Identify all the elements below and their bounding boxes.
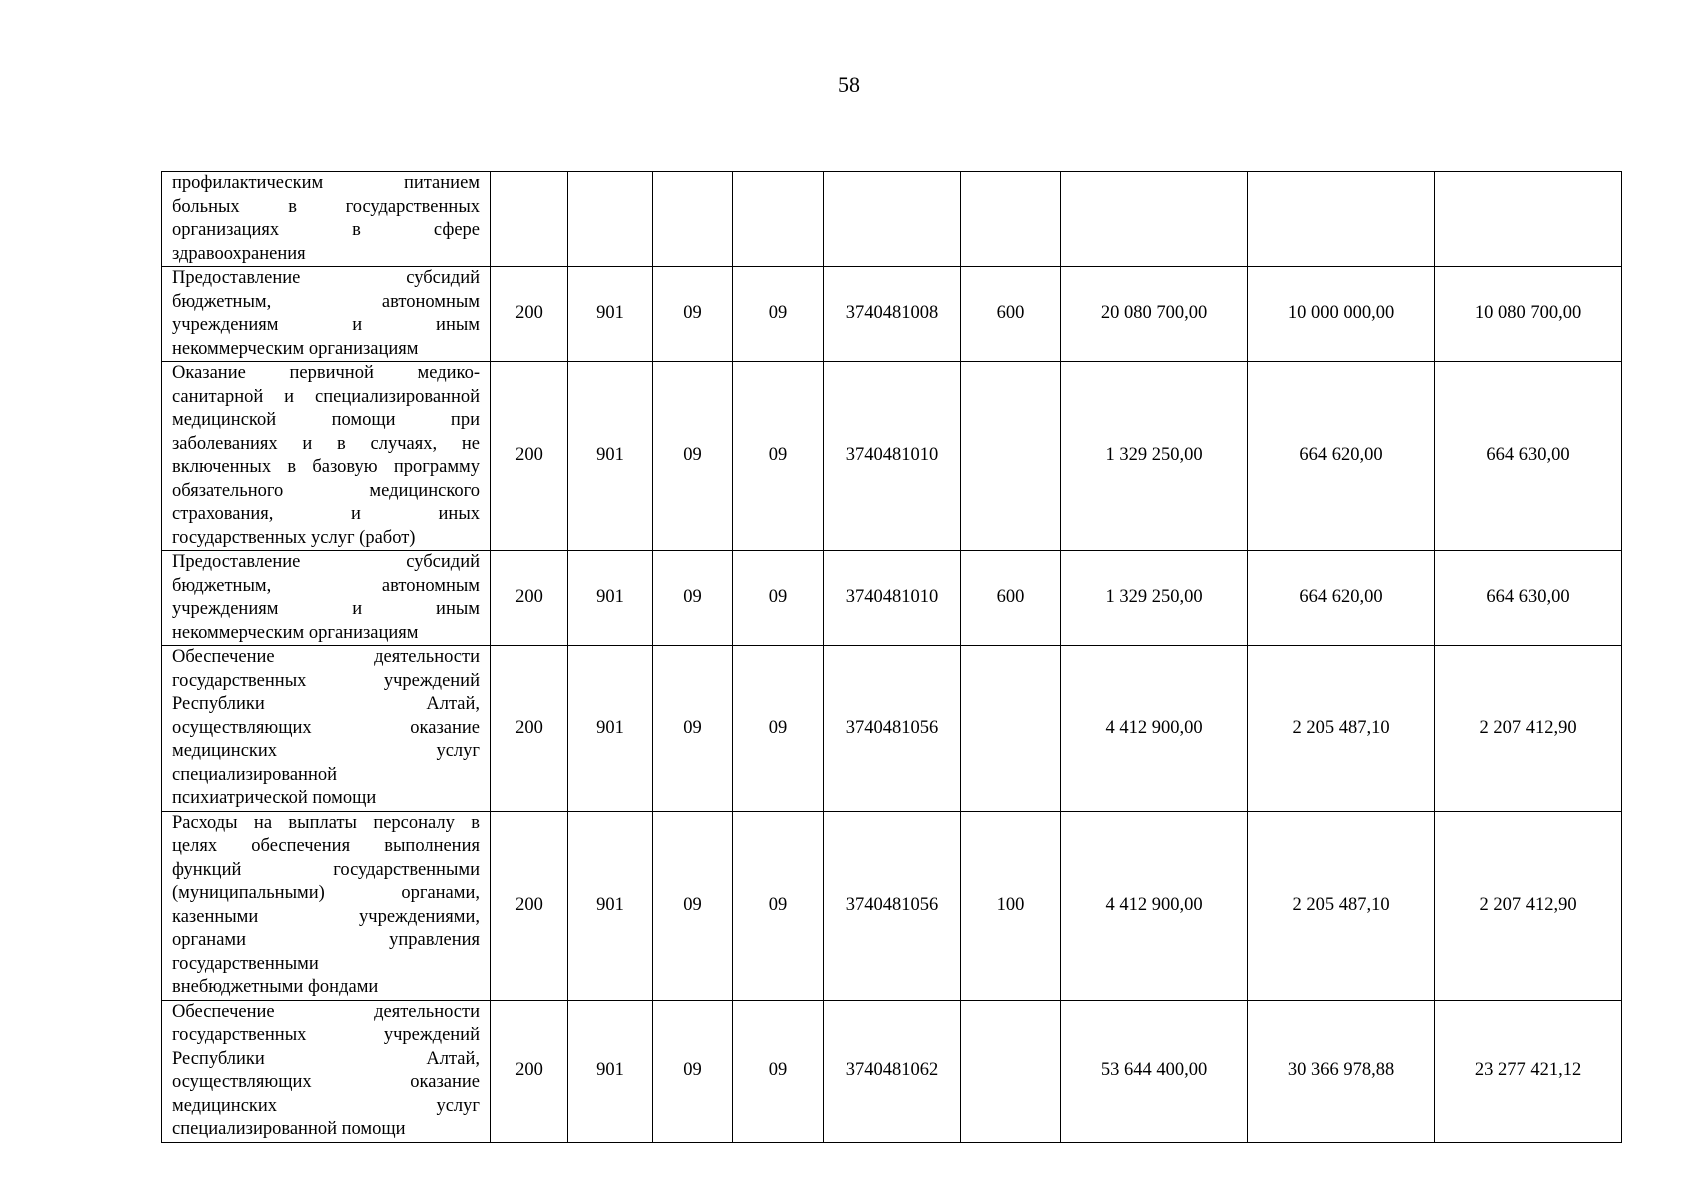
year2-amount-cell: 2 207 412,90 <box>1435 646 1622 812</box>
year2-amount-cell: 664 630,00 <box>1435 551 1622 646</box>
expense-type-cell: 600 <box>961 267 1061 362</box>
description-line: заболеваниях и в случаях, не <box>172 433 480 454</box>
table-row <box>162 362 1622 551</box>
ministry-code-cell: 901 <box>568 811 653 1000</box>
description-line: Оказание первичной медико- <box>172 363 480 383</box>
budget-code-cell <box>491 172 568 267</box>
expense-type-cell: 600 <box>961 551 1061 646</box>
description-line: профилактическим питанием <box>172 173 480 193</box>
budget-table <box>161 171 1622 1143</box>
year1-amount-cell: 2 205 487,10 <box>1248 646 1435 812</box>
section-code-cell: 09 <box>653 811 733 1000</box>
description-line: Предоставление субсидий <box>172 268 480 288</box>
description-cell <box>162 172 491 267</box>
description-line: больных в государственных <box>172 196 480 217</box>
description-line: психиатрической помощи <box>172 788 377 808</box>
description-line: специализированной помощи <box>172 1119 406 1139</box>
description-cell <box>162 811 491 1000</box>
ministry-code-cell: 901 <box>568 267 653 362</box>
expense-type-cell: 100 <box>961 811 1061 1000</box>
description-line: казенными учреждениями, <box>172 906 480 927</box>
description-line: медицинских услуг <box>172 741 480 761</box>
expense-type-cell <box>961 172 1061 267</box>
subsection-code-cell: 09 <box>733 362 824 551</box>
total-amount-cell: 1 329 250,00 <box>1061 362 1248 551</box>
description-line: некоммерческим организациям <box>172 338 419 359</box>
year2-amount-cell <box>1435 172 1622 267</box>
budget-code-cell: 200 <box>491 267 568 362</box>
table-body <box>162 172 1622 1143</box>
year1-amount-cell: 10 000 000,00 <box>1248 267 1435 362</box>
year2-amount-cell: 664 630,00 <box>1435 362 1622 551</box>
subsection-code-cell: 09 <box>733 551 824 646</box>
budget-code-cell: 200 <box>491 362 568 551</box>
description-line: внебюджетными фондами <box>172 977 379 997</box>
expense-type-cell <box>961 1000 1061 1142</box>
target-article-cell: 3740481056 <box>824 646 961 812</box>
budget-code-cell: 200 <box>491 1000 568 1142</box>
section-code-cell: 09 <box>653 646 733 812</box>
total-amount-cell <box>1061 172 1248 267</box>
ministry-code-cell: 901 <box>568 646 653 812</box>
section-code-cell: 09 <box>653 1000 733 1142</box>
year1-amount-cell: 664 620,00 <box>1248 551 1435 646</box>
description-line: медицинских услуг <box>172 1095 480 1116</box>
target-article-cell: 3740481010 <box>824 551 961 646</box>
subsection-code-cell: 09 <box>733 646 824 812</box>
ministry-code-cell: 901 <box>568 362 653 551</box>
description-line: здравоохранения <box>172 243 306 264</box>
total-amount-cell: 20 080 700,00 <box>1061 267 1248 362</box>
description-line: медицинской помощи при <box>172 410 480 430</box>
subsection-code-cell: 09 <box>733 267 824 362</box>
description-line: осуществляющих оказание <box>172 717 480 738</box>
target-article-cell: 3740481008 <box>824 267 961 362</box>
description-cell <box>162 267 491 362</box>
description-line: Расходы на выплаты персоналу в <box>172 812 480 833</box>
description-line: Обеспечение деятельности <box>172 647 480 667</box>
description-line: функций государственными <box>172 859 480 880</box>
description-line: санитарной и специализированной <box>172 386 480 407</box>
description-line: Предоставление субсидий <box>172 552 480 572</box>
section-code-cell: 09 <box>653 551 733 646</box>
description-line: учреждениям и иным <box>172 315 480 335</box>
budget-code-cell: 200 <box>491 646 568 812</box>
description-line: учреждениям и иным <box>172 599 480 619</box>
table-row <box>162 1000 1622 1142</box>
expense-type-cell <box>961 646 1061 812</box>
subsection-code-cell: 09 <box>733 1000 824 1142</box>
section-code-cell: 09 <box>653 267 733 362</box>
target-article-cell: 3740481010 <box>824 362 961 551</box>
page-number: 58 <box>838 72 860 97</box>
subsection-code-cell: 09 <box>733 811 824 1000</box>
description-cell <box>162 551 491 646</box>
expense-type-cell <box>961 362 1061 551</box>
target-article-cell: 3740481062 <box>824 1000 961 1142</box>
ministry-code-cell: 901 <box>568 1000 653 1142</box>
table-row <box>162 172 1622 267</box>
year1-amount-cell: 664 620,00 <box>1248 362 1435 551</box>
total-amount-cell: 53 644 400,00 <box>1061 1000 1248 1142</box>
target-article-cell <box>824 172 961 267</box>
description-line: организациях в сфере <box>172 220 480 240</box>
description-line: государственных учреждений <box>172 670 480 691</box>
ministry-code-cell <box>568 172 653 267</box>
description-line: бюджетным, автономным <box>172 291 480 312</box>
description-line: органами управления <box>172 930 480 950</box>
description-line: (муниципальными) органами, <box>172 883 480 903</box>
year2-amount-cell: 10 080 700,00 <box>1435 267 1622 362</box>
target-article-cell: 3740481056 <box>824 811 961 1000</box>
description-cell <box>162 646 491 812</box>
budget-code-cell: 200 <box>491 551 568 646</box>
year2-amount-cell: 2 207 412,90 <box>1435 811 1622 1000</box>
total-amount-cell: 4 412 900,00 <box>1061 811 1248 1000</box>
description-line: обязательного медицинского <box>172 480 480 501</box>
section-code-cell: 09 <box>653 362 733 551</box>
total-amount-cell: 1 329 250,00 <box>1061 551 1248 646</box>
table-row <box>162 646 1622 812</box>
subsection-code-cell <box>733 172 824 267</box>
year2-amount-cell: 23 277 421,12 <box>1435 1000 1622 1142</box>
year1-amount-cell <box>1248 172 1435 267</box>
description-line: некоммерческим организациям <box>172 622 419 643</box>
budget-code-cell: 200 <box>491 811 568 1000</box>
description-cell <box>162 362 491 551</box>
description-line: Обеспечение деятельности <box>172 1001 480 1022</box>
section-code-cell <box>653 172 733 267</box>
year1-amount-cell: 2 205 487,10 <box>1248 811 1435 1000</box>
description-cell <box>162 1000 491 1142</box>
description-line: государственными <box>172 953 319 974</box>
year1-amount-cell: 30 366 978,88 <box>1248 1000 1435 1142</box>
description-line: целях обеспечения выполнения <box>172 836 480 856</box>
description-line: государственных услуг (работ) <box>172 527 416 548</box>
description-line: специализированной <box>172 764 337 785</box>
table-row <box>162 267 1622 362</box>
description-line: бюджетным, автономным <box>172 575 480 596</box>
description-line: Республики Алтай, <box>172 1048 480 1069</box>
table-row <box>162 551 1622 646</box>
description-line: осуществляющих оказание <box>172 1072 480 1092</box>
table-row <box>162 811 1622 1000</box>
description-line: страхования, и иных <box>172 504 480 524</box>
description-line: включенных в базовую программу <box>172 457 480 477</box>
total-amount-cell: 4 412 900,00 <box>1061 646 1248 812</box>
ministry-code-cell: 901 <box>568 551 653 646</box>
description-line: Республики Алтай, <box>172 694 480 714</box>
description-line: государственных учреждений <box>172 1025 480 1045</box>
